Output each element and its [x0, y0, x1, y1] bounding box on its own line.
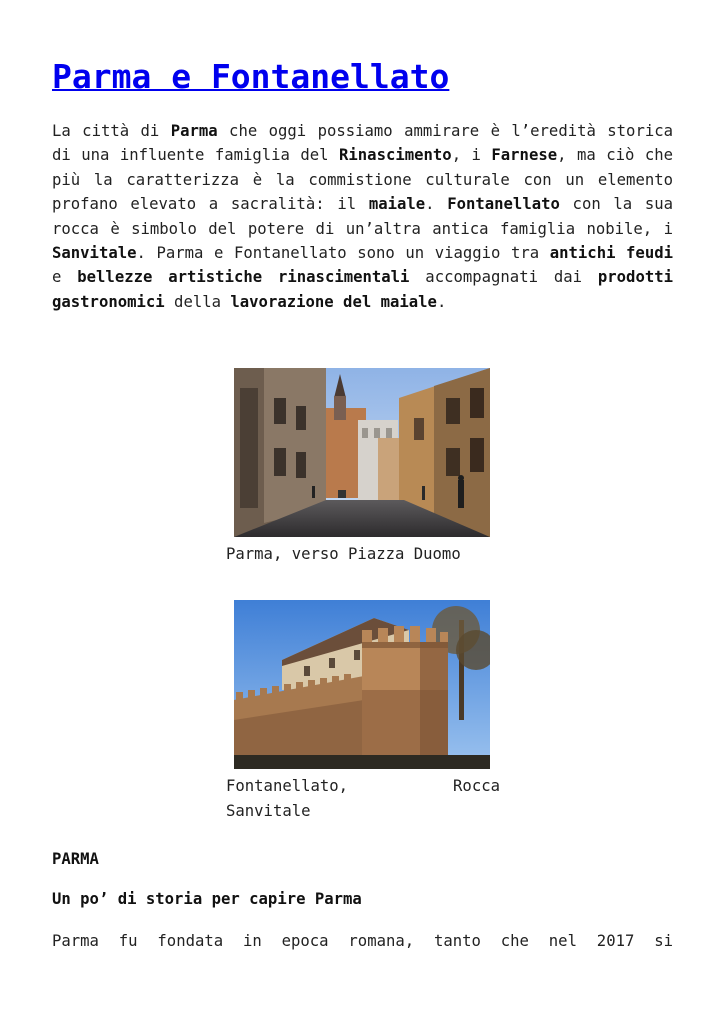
subsection-heading: Un po’ di storia per capire Parma: [52, 890, 362, 908]
page-title: [52, 57, 449, 97]
body-paragraph: Parma fu fondata in epoca romana, tanto che nel 2017 si: [52, 932, 673, 950]
parma-street-photo: [234, 368, 490, 537]
intro-paragraph: La città di Parma che oggi possiamo ammirare è l’eredità storica di una influente famiglia del Rinascimento, i Farnese, ma ciò che più la caratterizza è la commistione culturale con un elemento profano elevato a sacralità: il maiale. Fontanellato con la sua rocca è simbolo del potere di un’altra antica famiglia nobile, i Sanvitale. Parma e Fontanellato sono un viaggio tra antichi feudi e bellezze artistiche rinascimentali accompagnati dai prodotti gastronomici della lavorazione del maiale.: [52, 122, 673, 311]
section-heading: PARMA: [52, 850, 99, 868]
rocca-sanvitale-photo: [234, 600, 490, 769]
title-link[interactable]: Parma e Fontanellato: [52, 57, 450, 96]
figure-caption-fontanellato: Fontanellato, Rocca Sanvitale: [226, 777, 500, 820]
figure-caption-parma: Parma, verso Piazza Duomo: [226, 545, 461, 563]
